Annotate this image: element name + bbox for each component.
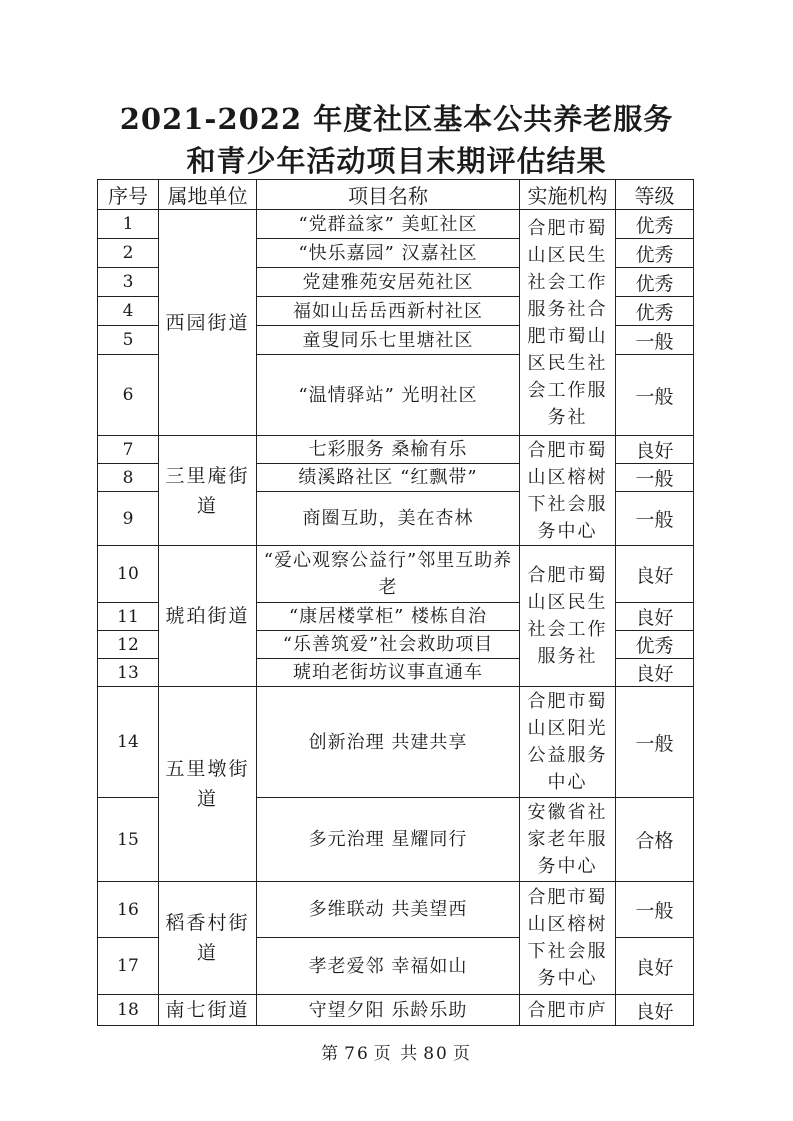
- document-title-line-1: 2021-2022 年度社区基本公共养老服务: [119, 102, 674, 136]
- project-cell: “爱心观察公益行”邻里互助养老: [257, 546, 520, 603]
- header-organization: 实施机构: [520, 180, 616, 210]
- header-unit: 属地单位: [159, 180, 257, 210]
- header-grade: 等级: [616, 180, 694, 210]
- organization-cell: 合肥市蜀山区榕树下社会服务中心: [520, 436, 616, 546]
- unit-cell: 五里墩街道: [159, 687, 257, 882]
- organization-cell: 合肥市蜀山区阳光公益服务中心: [520, 687, 616, 798]
- project-cell: “康居楼掌柜” 楼栋自治: [257, 603, 520, 631]
- project-cell: 守望夕阳 乐龄乐助: [257, 995, 520, 1026]
- row-number: 3: [98, 268, 159, 297]
- organization-cell: 合肥市蜀山区榕树下社会服务中心: [520, 882, 616, 995]
- current-page-number: 76: [344, 1044, 370, 1064]
- row-number: 10: [98, 546, 159, 603]
- project-cell: “党群益家” 美虹社区: [257, 210, 520, 239]
- grade-cell: 良好: [616, 436, 694, 464]
- project-cell: 七彩服务 桑榆有乐: [257, 436, 520, 464]
- table-header-row: [98, 180, 694, 210]
- grade-cell: 一般: [616, 464, 694, 492]
- row-number: 5: [98, 326, 159, 355]
- grade-cell: 合格: [616, 798, 694, 882]
- project-cell: “乐善筑爱”社会救助项目: [257, 631, 520, 659]
- evaluation-results-table: [97, 179, 694, 1026]
- grade-cell: 良好: [616, 659, 694, 687]
- row-number: 17: [98, 938, 159, 995]
- row-number: 16: [98, 882, 159, 938]
- grade-cell: 良好: [616, 546, 694, 603]
- project-cell: 多维联动 共美望西: [257, 882, 520, 938]
- row-number: 6: [98, 355, 159, 436]
- grade-cell: 一般: [616, 882, 694, 938]
- project-cell: 商圈互助，美在杏林: [257, 492, 520, 546]
- project-cell: 党建雅苑安居苑社区: [257, 268, 520, 297]
- table-row: [98, 882, 694, 938]
- grade-cell: 优秀: [616, 239, 694, 268]
- table-row: [98, 995, 694, 1026]
- grade-cell: 一般: [616, 355, 694, 436]
- project-cell: “快乐嘉园” 汉嘉社区: [257, 239, 520, 268]
- grade-cell: 一般: [616, 687, 694, 798]
- unit-cell: 三里庵街道: [159, 436, 257, 546]
- grade-cell: 良好: [616, 938, 694, 995]
- unit-cell: 琥珀街道: [159, 546, 257, 687]
- row-number: 14: [98, 687, 159, 798]
- grade-cell: 一般: [616, 492, 694, 546]
- project-cell: 童叟同乐七里塘社区: [257, 326, 520, 355]
- table-row: [98, 546, 694, 603]
- table-row: [98, 436, 694, 464]
- project-cell: 琥珀老街坊议事直通车: [257, 659, 520, 687]
- row-number: 7: [98, 436, 159, 464]
- grade-cell: 优秀: [616, 268, 694, 297]
- project-cell: 孝老爱邻 幸福如山: [257, 938, 520, 995]
- row-number: 9: [98, 492, 159, 546]
- grade-cell: 优秀: [616, 210, 694, 239]
- row-number: 11: [98, 603, 159, 631]
- grade-cell: 良好: [616, 603, 694, 631]
- row-number: 12: [98, 631, 159, 659]
- organization-cell: 合肥市庐: [520, 995, 616, 1026]
- grade-cell: 一般: [616, 326, 694, 355]
- row-number: 8: [98, 464, 159, 492]
- footer-prefix: 第: [321, 1044, 341, 1064]
- row-number: 13: [98, 659, 159, 687]
- header-number: 序号: [98, 180, 159, 210]
- organization-cell: 安徽省社家老年服务中心: [520, 798, 616, 882]
- grade-cell: 优秀: [616, 631, 694, 659]
- footer-middle: 页 共: [373, 1044, 420, 1064]
- total-page-number: 80: [423, 1044, 449, 1064]
- unit-cell: 稻香村街道: [159, 882, 257, 995]
- project-cell: 福如山岳岳西新村社区: [257, 297, 520, 326]
- project-cell: 多元治理 星耀同行: [257, 798, 520, 882]
- unit-cell: 南七街道: [159, 995, 257, 1026]
- row-number: 2: [98, 239, 159, 268]
- document-title-line-2: 和青少年活动项目末期评估结果: [186, 144, 607, 178]
- row-number: 18: [98, 995, 159, 1026]
- row-number: 15: [98, 798, 159, 882]
- row-number: 1: [98, 210, 159, 239]
- header-project: 项目名称: [257, 180, 520, 210]
- organization-cell: 合肥市蜀山区民生社会工作服务社: [520, 546, 616, 687]
- unit-cell: 西园街道: [159, 210, 257, 436]
- row-number: 4: [98, 297, 159, 326]
- grade-cell: 良好: [616, 995, 694, 1026]
- project-cell: 创新治理 共建共享: [257, 687, 520, 798]
- footer-suffix: 页: [452, 1044, 472, 1064]
- grade-cell: 优秀: [616, 297, 694, 326]
- table-row: [98, 210, 694, 239]
- table-row: [98, 687, 694, 798]
- project-cell: 绩溪路社区 “红飘带”: [257, 464, 520, 492]
- page-footer: [0, 1039, 793, 1064]
- organization-cell: 合肥市蜀山区民生社会工作服务社合肥市蜀山区民生社会工作服务社: [520, 210, 616, 436]
- project-cell: “温情驿站” 光明社区: [257, 355, 520, 436]
